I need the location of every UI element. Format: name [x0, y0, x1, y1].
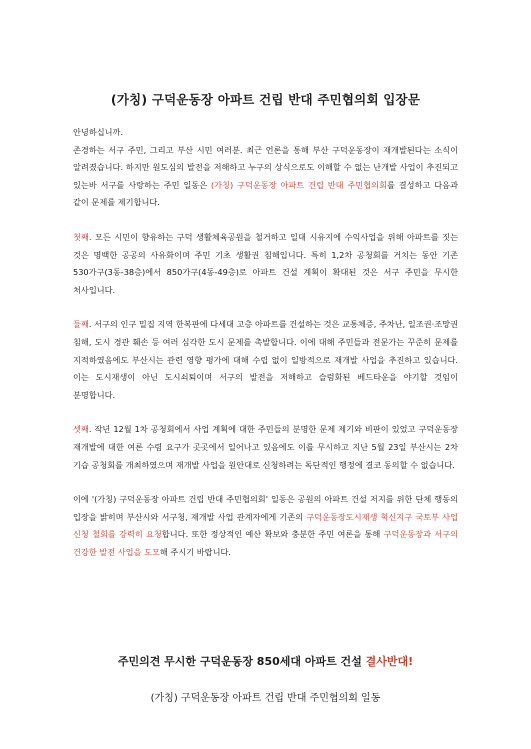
- paragraph-text: . 모든 시민이 향유하는 구덕 생활체육공원을 철거하고 일대 시유지에 수익사업을 위해 아파트를 짓는 것은 명백한 공공의 사유화이며 주민 기초 생활권 침해입니다. 특히 1,2차 공청회를 거치는 동안 기존 530가구(3동-38층)에서 850가구(4동-49층)로 아파트 건설 계획이 확대된 것은 서구 주민을 무시한 처사입니다.: [73, 231, 458, 295]
- paragraph-text: 존경하는 서구 주민, 그리고 부산 시민 여러분. 최근 언론을 통해 부산 구덕운동장이 재개발된다는 소식이 알려졌습니다. 하지만 원도심의 발전을 저해하고 누구의 상식으로도 이해할 수 없는 난개발 사업이 추진되고 있는바 서구를 사랑하는 주민 일동은: [73, 144, 458, 190]
- signature: (가칭) 구덕운동장 아파트 건립 반대 주민협의회 일동: [150, 693, 381, 704]
- paragraph-text: 를 결성하고 다음과 같이 문제를 제기합니다.: [73, 179, 458, 208]
- first-point-paragraph: [73, 229, 458, 299]
- intro-paragraph: [73, 142, 458, 212]
- document-title: (가칭) 구덕운동장 아파트 건립 반대 주민협의회 입장문: [110, 92, 421, 107]
- slogan: [0, 653, 531, 669]
- emphasis-text: 둘째: [73, 319, 89, 330]
- emphasis-text: (가칭) 구덕운동장 아파트 건립 반대 주민협의회: [210, 179, 387, 190]
- second-point-paragraph: [73, 316, 458, 404]
- document-body: [73, 124, 458, 561]
- greeting: 안녕하십니까.: [73, 127, 124, 137]
- emphasis-text: 구덕운동장과 서구의 건강한 발전 사업을 도모: [73, 529, 458, 557]
- emphasis-text: 구덕운동장도시재생 혁신지구 국토부 사업 신청 철회를 강력히 요청: [73, 511, 458, 540]
- emphasis-text: 셋째: [73, 424, 89, 435]
- emphasis-text: 첫째: [73, 231, 89, 242]
- closing-paragraph: [73, 491, 458, 561]
- paragraph-text: 해 주시기 바랍니다.: [159, 546, 231, 557]
- third-point-paragraph: [73, 421, 458, 474]
- paragraph-text: . 서구의 인구 밀집 지역 한복판에 다세대 고층 아파트를 건설하는 것은 교통체증, 주차난, 일조권·조망권 침해, 도시 경관 훼손 등 여러 심각한 도시 문제를 촉발합니다. 이에 대해 주민들과 전문가는 꾸준히 문제를 지적하였음에도 부산시는 관련 영향 평가에 대해 수립 없이 일방적으로 재개발 사업을 추진하고 있습니다. 이는 도시재생이 아닌 도시쇠퇴이며 서구의 발전을 저해하고 슬럼화된 베드타운을 야기할 것임이 분명합니다.: [73, 319, 458, 400]
- paragraph-text: 합니다. 또한 정상적인 예산 확보와 충분한 주민 여론을 통해: [161, 529, 384, 540]
- slogan-emphasis: 결사반대!: [365, 655, 414, 668]
- paragraph-text: 이에 '(가칭) 구덕운동장 아파트 건립 반대 주민협의회' 일동은 공원의 아파트 건설 저지를 위한 단체 행동의 입장을 밝히며 부산시와 서구청, 재개발 사업 관계자에게 기존의: [73, 494, 458, 522]
- paragraph-text: . 작년 12월 1차 공청회에서 사업 계획에 대한 주민들의 분명한 문제 제기와 비판이 있었고 구덕운동장 재개발에 대한 여론 수렴 요구가 곳곳에서 일어나고 있음에도 이를 무시하고 지난 5월 23일 부산시는 2차 기습 공청회를 개최하였으며 재개발 사업을 원안대로 신청하려는 독단적인 행정에 결코 동의할 수 없습니다.: [73, 424, 458, 470]
- slogan-text: 주민의견 무시한 구덕운동장 850세대 아파트 건설: [117, 655, 366, 668]
